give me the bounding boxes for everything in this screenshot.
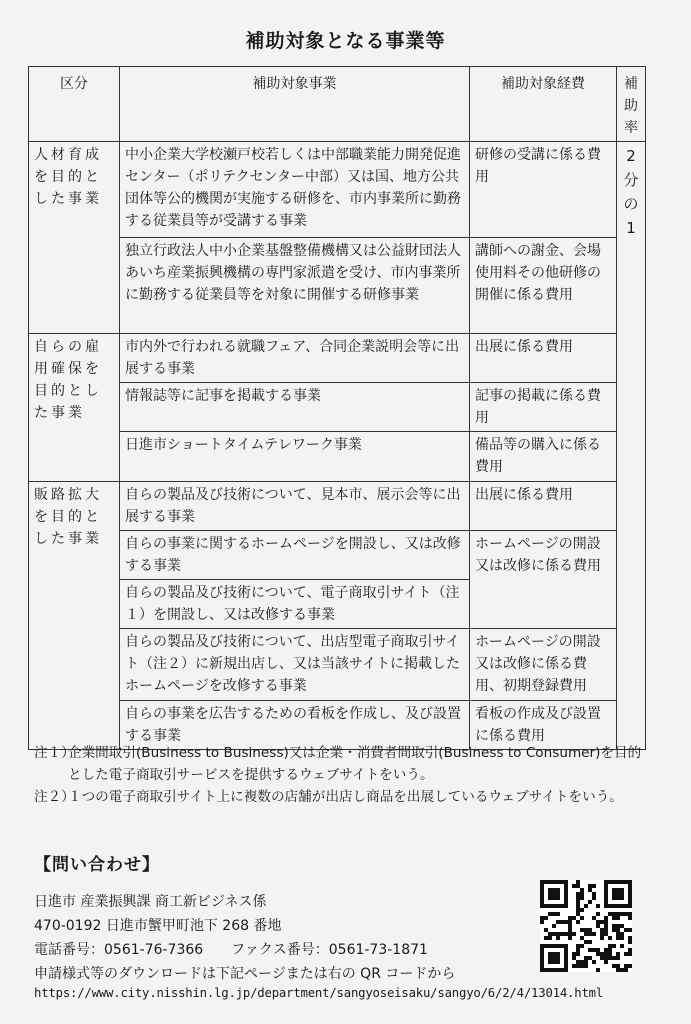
expense-cell: 記事の掲載に係る費用	[470, 383, 617, 432]
table-row	[29, 432, 646, 482]
project-cell: 日進市ショートタイムテレワーク事業	[120, 432, 470, 482]
note-item	[34, 742, 654, 786]
contact-heading: 【問い合わせ】	[34, 855, 160, 875]
table-row	[29, 334, 646, 383]
note-text: 企業間取引(Business to Business)又は企業・消費者間取引(Business to Consumer)を目的とした電子商取引サービスを提供するウェブサイトをいう。	[68, 745, 642, 783]
note-label: 注１）	[34, 745, 75, 761]
note-item	[34, 786, 654, 808]
expense-cell: 出展に係る費用	[470, 334, 617, 383]
qr-code-graphic	[540, 880, 632, 972]
expense-cell: ホームページの開設又は改修に係る費用、初期登録費用	[470, 629, 617, 701]
table-row	[29, 383, 646, 432]
table-header-row	[29, 67, 646, 142]
project-cell: 自らの製品及び技術について、電子商取引サイト（注１）を開設し、又は改修する事業	[120, 580, 470, 629]
table-row	[29, 531, 646, 580]
expense-cell: 講師への謝金、会場使用料その他研修の開催に係る費用	[470, 238, 617, 334]
expense-cell: 備品等の購入に係る費用	[470, 432, 617, 482]
table-row	[29, 629, 646, 701]
project-cell: 中小企業大学校瀬戸校若しくは中部職業能力開発促進センター（ポリテクセンター中部）又は国、地方公共団体等公的機関が実施する研修を、市内事業所に勤務する従業員等が受講する事業	[120, 142, 470, 238]
category-cell: 自らの雇用確保を目的とした事業	[29, 334, 120, 482]
table-row	[29, 142, 646, 238]
category-cell: 人材育成を目的とした事業	[29, 142, 120, 334]
contact-address: 470-0192 日進市蟹甲町池下 268 番地	[34, 918, 282, 934]
expense-cell: 研修の受講に係る費用	[470, 142, 617, 238]
project-cell: 自らの事業を広告するための看板を作成し、及び設置する事業	[120, 701, 470, 750]
contact-block	[34, 890, 534, 986]
project-cell: 独立行政法人中小企業基盤整備機構又は公益財団法人あいち産業振興機構の専門家派遣を受け、市内事業所に勤務する従業員等を対象に開催する研修事業	[120, 238, 470, 334]
download-link[interactable]: https://www.city.nisshin.lg.jp/department/sangyoseisaku/sangyo/6/2/4/13014.html	[34, 986, 604, 1000]
project-cell: 自らの製品及び技術について、見本市、展示会等に出展する事業	[120, 482, 470, 531]
notes	[34, 742, 654, 808]
expense-cell: 看板の作成及び設置に係る費用	[470, 701, 617, 750]
project-cell: 自らの製品及び技術について、出店型電子商取引サイト（注２）に新規出店し、又は当該サイトに掲載したホームページを改修する事業	[120, 629, 470, 701]
project-cell: 情報誌等に記事を掲載する事業	[120, 383, 470, 432]
header-expense: 補助対象経費	[470, 67, 617, 142]
expense-cell: 出展に係る費用	[470, 482, 617, 531]
contact-dept: 日進市 産業振興課 商工新ビジネス係	[34, 894, 267, 910]
page-title: 補助対象となる事業等	[245, 30, 446, 52]
rate-cell: 2分の1	[617, 142, 646, 750]
contact-download: 申請様式等のダウンロードは下記ページまたは右の QR コードから	[34, 966, 456, 982]
contact-phone: 電話番号：0561-76-7366 ファクス番号：0561-73-1871	[34, 942, 428, 958]
header-project: 補助対象事業	[120, 67, 470, 142]
qr-code-icon[interactable]	[540, 880, 632, 972]
note-label: 注２）	[34, 789, 75, 805]
note-text: １つの電子商取引サイト上に複数の店舗が出店し商品を出展しているウェブサイトをいう。	[68, 789, 623, 805]
table-row	[29, 238, 646, 334]
subsidy-table	[28, 66, 646, 750]
project-cell: 自らの事業に関するホームページを開設し、又は改修する事業	[120, 531, 470, 580]
table-row	[29, 482, 646, 531]
header-rate: 補助率	[617, 67, 646, 142]
category-cell: 販路拡大を目的とした事業	[29, 482, 120, 750]
expense-cell: ホームページの開設又は改修に係る費用	[470, 531, 617, 629]
project-cell: 市内外で行われる就職フェア、合同企業説明会等に出展する事業	[120, 334, 470, 383]
header-category: 区分	[29, 67, 120, 142]
